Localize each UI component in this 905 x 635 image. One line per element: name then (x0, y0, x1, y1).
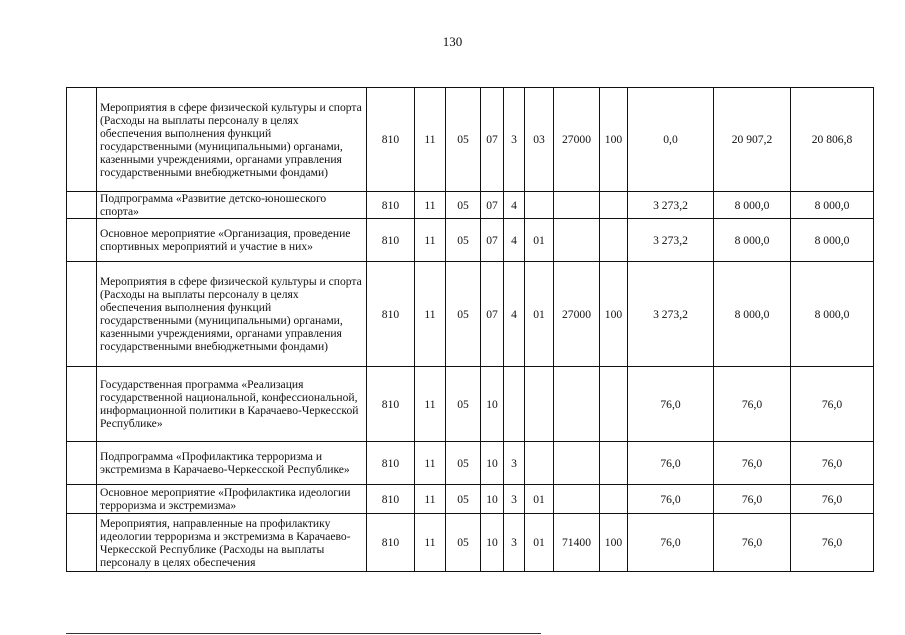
amount-year-1-cell: 76,0 (628, 367, 714, 442)
main-activity-code-cell: 03 (525, 88, 554, 192)
ministry-code-cell: 810 (367, 192, 415, 219)
main-activity-code-cell (525, 442, 554, 485)
main-activity-code-cell (525, 192, 554, 219)
row-spacer-cell (67, 88, 97, 192)
row-spacer-cell (67, 192, 97, 219)
ministry-code-cell: 810 (367, 219, 415, 262)
ministry-code-cell: 810 (367, 514, 415, 572)
row-name-cell: Мероприятия, направленные на профилактику идеологии терроризма и экстремизма в Карачаево-Черкесской Республике (Расходы на выплаты персоналу в целях обеспечения (97, 514, 367, 572)
amount-year-3-cell: 76,0 (791, 514, 874, 572)
amount-year-3-cell: 76,0 (791, 442, 874, 485)
subprogram-code-cell: 4 (504, 192, 525, 219)
main-activity-code-cell: 01 (525, 485, 554, 514)
direction-code-cell: 27000 (554, 88, 600, 192)
program-code-cell: 10 (481, 514, 504, 572)
page-number: 130 (442, 34, 463, 49)
table-row (67, 442, 874, 485)
row-name-cell: Подпрограмма «Развитие детско-юношеского спорта» (97, 192, 367, 219)
program-code-cell: 07 (481, 88, 504, 192)
direction-code-cell (554, 367, 600, 442)
amount-year-1-cell: 76,0 (628, 485, 714, 514)
table-row (67, 367, 874, 442)
subsection-code-cell: 05 (446, 514, 481, 572)
ministry-code-cell: 810 (367, 485, 415, 514)
amount-year-2-cell: 8 000,0 (714, 262, 791, 367)
direction-code-cell (554, 485, 600, 514)
expense-type-code-cell: 100 (600, 88, 628, 192)
section-code-cell: 11 (415, 88, 446, 192)
direction-code-cell: 27000 (554, 262, 600, 367)
subsection-code-cell: 05 (446, 192, 481, 219)
row-spacer-cell (67, 514, 97, 572)
amount-year-2-cell: 76,0 (714, 367, 791, 442)
ministry-code-cell: 810 (367, 88, 415, 192)
amount-year-3-cell: 76,0 (791, 367, 874, 442)
row-name-cell: Основное мероприятие «Профилактика идеологии терроризма и экстремизма» (97, 485, 367, 514)
amount-year-2-cell: 8 000,0 (714, 192, 791, 219)
row-name-cell: Государственная программа «Реализация государственной национальной, конфессиональной, информационной политики в Карачаево-Черкесской Республике» (97, 367, 367, 442)
section-code-cell: 11 (415, 192, 446, 219)
ministry-code-cell: 810 (367, 262, 415, 367)
amount-year-1-cell: 3 273,2 (628, 219, 714, 262)
amount-year-1-cell: 76,0 (628, 514, 714, 572)
direction-code-cell (554, 219, 600, 262)
amount-year-2-cell: 76,0 (714, 442, 791, 485)
amount-year-2-cell: 8 000,0 (714, 219, 791, 262)
expense-type-code-cell: 100 (600, 262, 628, 367)
subprogram-code-cell: 3 (504, 485, 525, 514)
table-body (67, 88, 874, 572)
main-activity-code-cell: 01 (525, 219, 554, 262)
ministry-code-cell: 810 (367, 367, 415, 442)
row-name-cell: Мероприятия в сфере физической культуры и спорта (Расходы на выплаты персоналу в целях обеспечения выполнения функций государственными (муниципальными) органами, казенными учреждениями, органами управления государственными внебюджетными фондами) (97, 88, 367, 192)
amount-year-3-cell: 8 000,0 (791, 219, 874, 262)
subsection-code-cell: 05 (446, 88, 481, 192)
amount-year-1-cell: 3 273,2 (628, 262, 714, 367)
subprogram-code-cell: 3 (504, 88, 525, 192)
subprogram-code-cell: 3 (504, 514, 525, 572)
section-code-cell: 11 (415, 262, 446, 367)
main-activity-code-cell: 01 (525, 514, 554, 572)
expense-type-code-cell (600, 192, 628, 219)
subprogram-code-cell: 4 (504, 219, 525, 262)
expense-type-code-cell (600, 219, 628, 262)
program-code-cell: 10 (481, 367, 504, 442)
section-code-cell: 11 (415, 442, 446, 485)
row-spacer-cell (67, 442, 97, 485)
subsection-code-cell: 05 (446, 219, 481, 262)
main-activity-code-cell: 01 (525, 262, 554, 367)
table-row (67, 485, 874, 514)
amount-year-1-cell: 3 273,2 (628, 192, 714, 219)
amount-year-3-cell: 76,0 (791, 485, 874, 514)
direction-code-cell: 71400 (554, 514, 600, 572)
main-activity-code-cell (525, 367, 554, 442)
row-name-cell: Подпрограмма «Профилактика терроризма и экстремизма в Карачаево-Черкесской Республике» (97, 442, 367, 485)
section-code-cell: 11 (415, 219, 446, 262)
subprogram-code-cell (504, 367, 525, 442)
expense-type-code-cell (600, 442, 628, 485)
expense-type-code-cell (600, 485, 628, 514)
amount-year-2-cell: 76,0 (714, 485, 791, 514)
table-row (67, 192, 874, 219)
amount-year-2-cell: 20 907,2 (714, 88, 791, 192)
section-code-cell: 11 (415, 485, 446, 514)
program-code-cell: 10 (481, 442, 504, 485)
subprogram-code-cell: 4 (504, 262, 525, 367)
subprogram-code-cell: 3 (504, 442, 525, 485)
subsection-code-cell: 05 (446, 262, 481, 367)
section-code-cell: 11 (415, 367, 446, 442)
amount-year-3-cell: 8 000,0 (791, 262, 874, 367)
table-row (67, 262, 874, 367)
program-code-cell: 07 (481, 219, 504, 262)
row-spacer-cell (67, 367, 97, 442)
ministry-code-cell: 810 (367, 442, 415, 485)
footer-divider (66, 633, 541, 634)
budget-table (66, 87, 874, 572)
direction-code-cell (554, 442, 600, 485)
row-spacer-cell (67, 485, 97, 514)
table-row (67, 219, 874, 262)
amount-year-1-cell: 76,0 (628, 442, 714, 485)
program-code-cell: 07 (481, 262, 504, 367)
section-code-cell: 11 (415, 514, 446, 572)
row-spacer-cell (67, 219, 97, 262)
table-row (67, 88, 874, 192)
amount-year-3-cell: 8 000,0 (791, 192, 874, 219)
row-name-cell: Мероприятия в сфере физической культуры и спорта (Расходы на выплаты персоналу в целях обеспечения выполнения функций государственными (муниципальными) органами, казенными учреждениями, органами управления государственными внебюджетными фондами) (97, 262, 367, 367)
direction-code-cell (554, 192, 600, 219)
row-spacer-cell (67, 262, 97, 367)
expense-type-code-cell: 100 (600, 514, 628, 572)
table-row (67, 514, 874, 572)
subsection-code-cell: 05 (446, 367, 481, 442)
amount-year-2-cell: 76,0 (714, 514, 791, 572)
row-name-cell: Основное мероприятие «Организация, проведение спортивных мероприятий и участие в них» (97, 219, 367, 262)
subsection-code-cell: 05 (446, 442, 481, 485)
program-code-cell: 10 (481, 485, 504, 514)
program-code-cell: 07 (481, 192, 504, 219)
amount-year-1-cell: 0,0 (628, 88, 714, 192)
subsection-code-cell: 05 (446, 485, 481, 514)
amount-year-3-cell: 20 806,8 (791, 88, 874, 192)
expense-type-code-cell (600, 367, 628, 442)
